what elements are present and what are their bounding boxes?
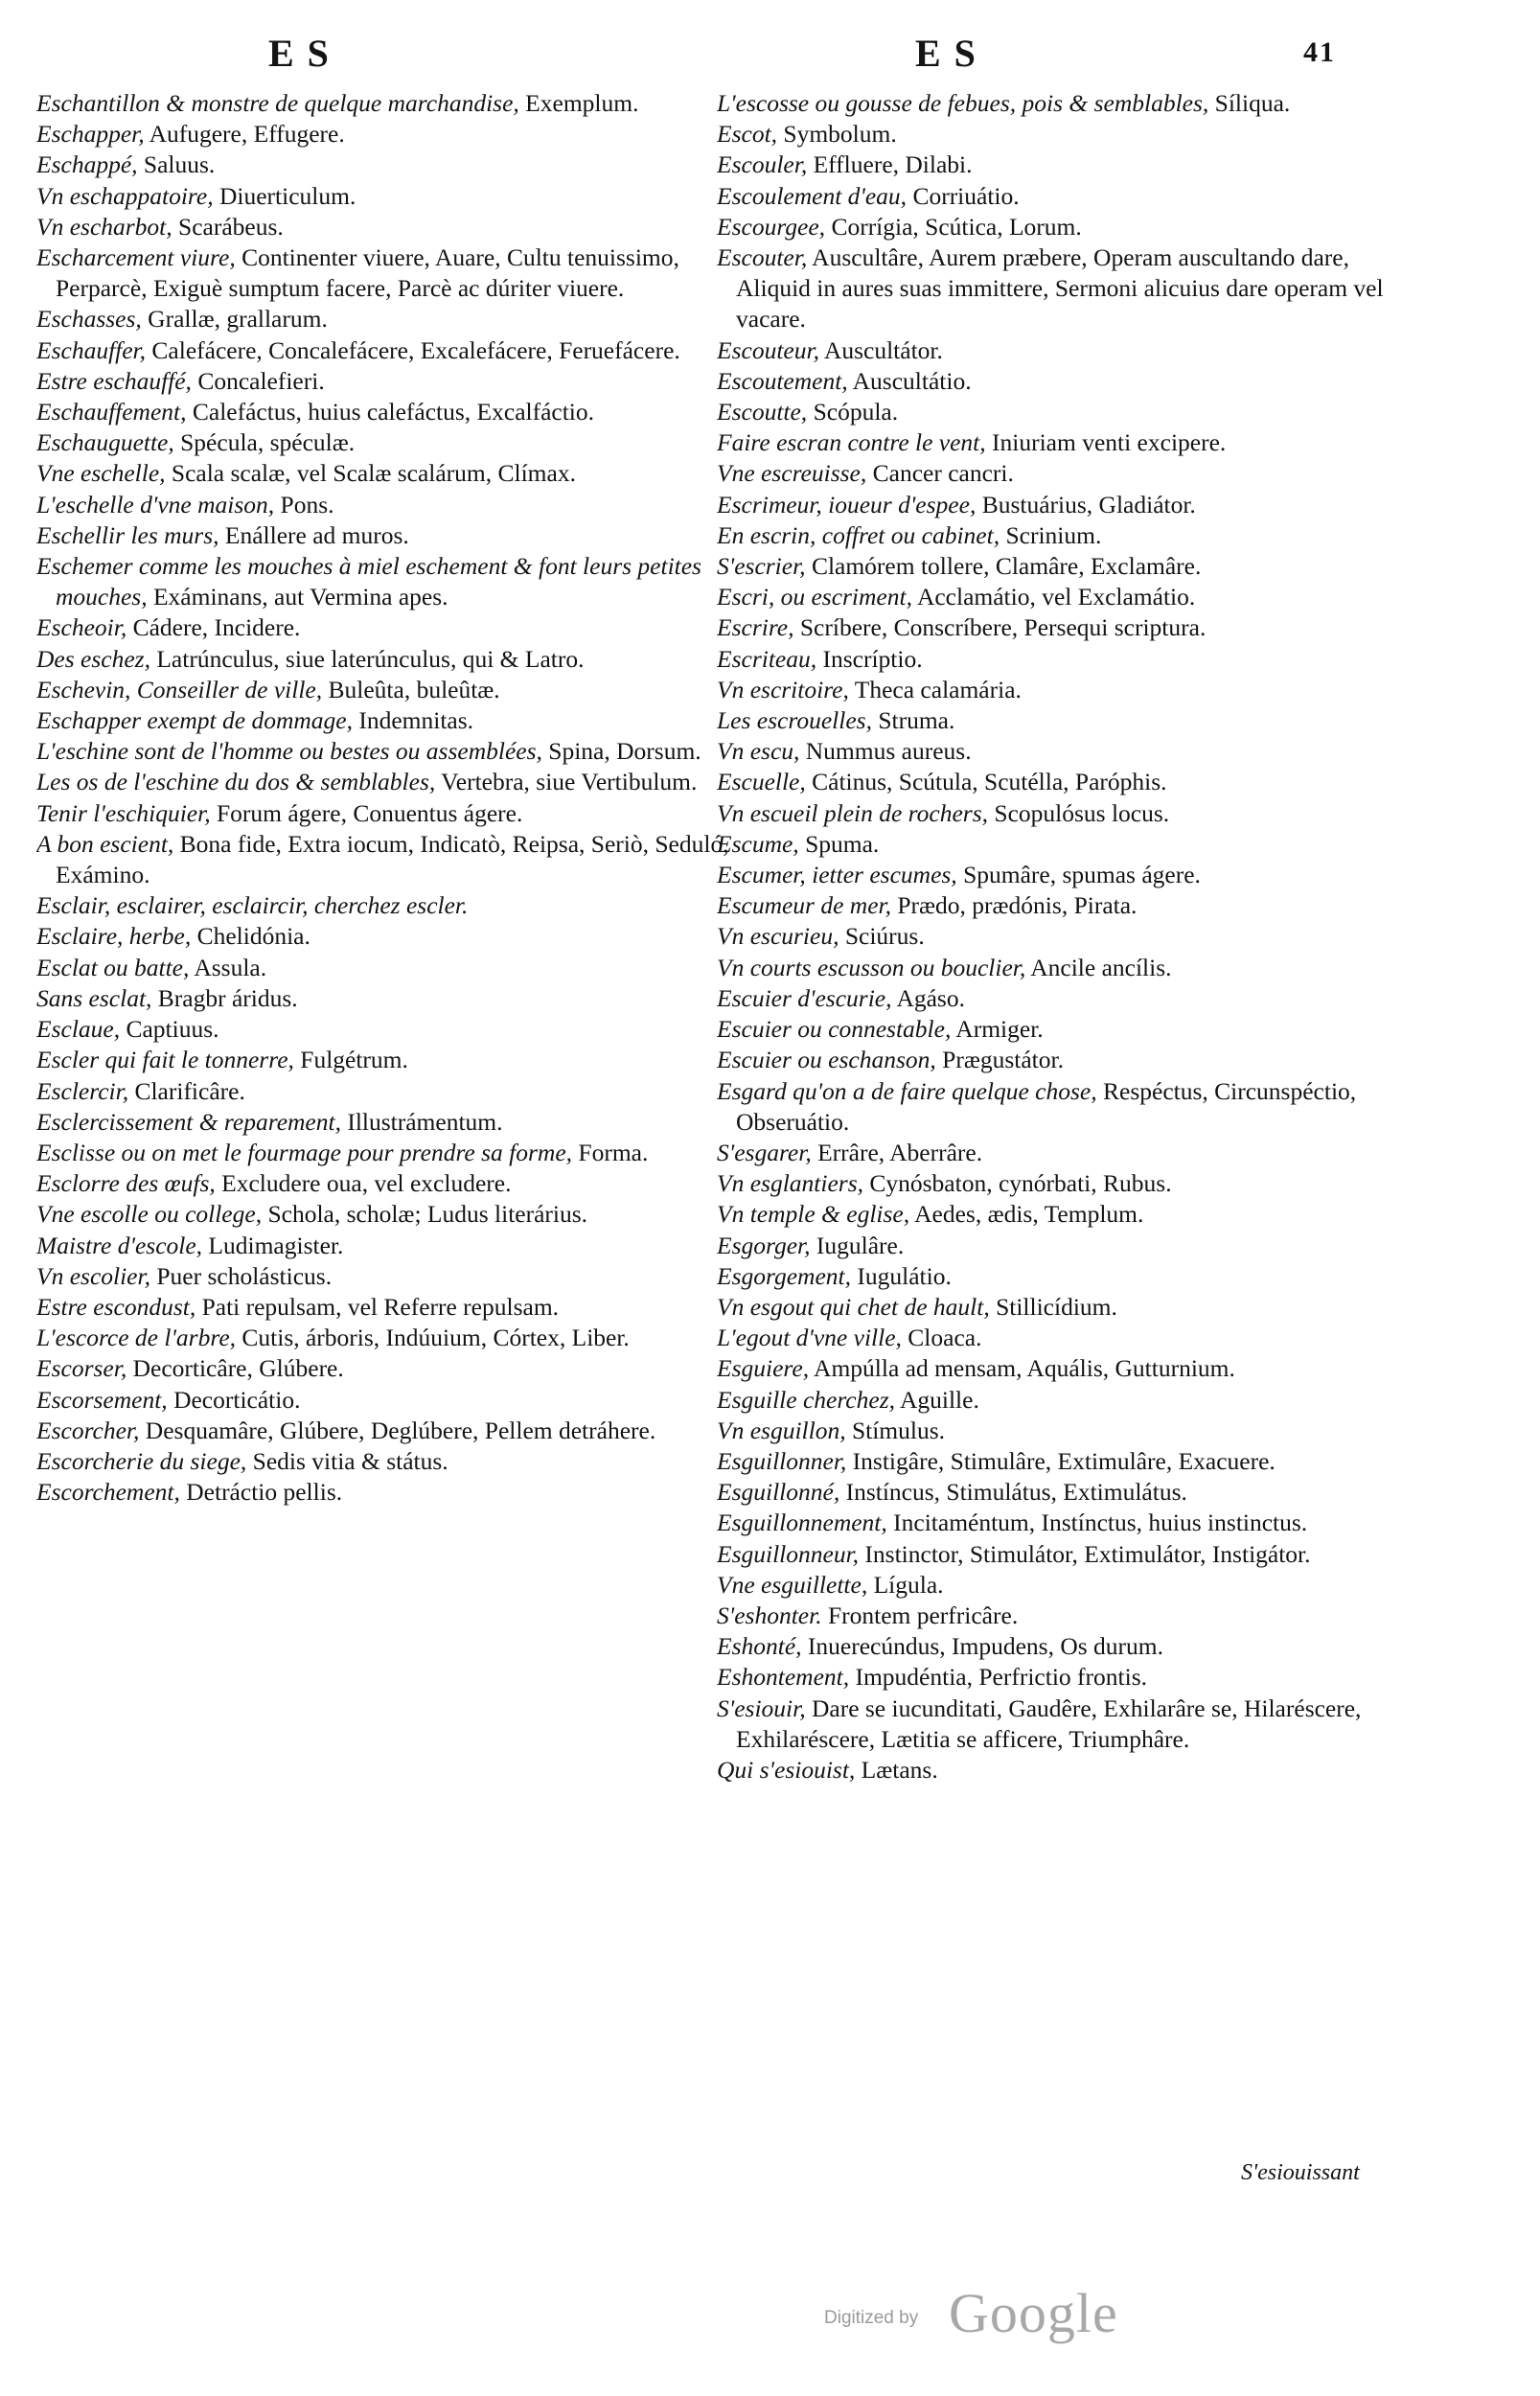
entry-translation: Illustrámentum.: [347, 1107, 503, 1136]
dictionary-entry: [717, 1199, 1409, 1230]
entry-headword: L'escorce de l'arbre,: [36, 1324, 237, 1352]
entry-headword: Esclercissement & reparement,: [36, 1107, 341, 1136]
entry-translation: Síliqua.: [1214, 89, 1291, 117]
entry-translation: Spumâre, spumas ágere.: [963, 861, 1201, 889]
entry-headword: Eschauguette,: [36, 428, 174, 457]
running-head: [0, 27, 1540, 84]
entry-translation: Forum ágere, Conuentus ágere.: [216, 798, 523, 827]
dictionary-entry: [36, 119, 734, 150]
entry-translation: Exemplum.: [525, 89, 639, 117]
entry-translation: Scala scalæ, vel Scalæ scalárum, Clímax.: [171, 459, 576, 488]
dictionary-entry: [36, 612, 734, 643]
entry-translation: Instigâre, Stimulâre, Extimulâre, Exacuere.: [852, 1446, 1276, 1475]
entry-translation: Auscultátor.: [823, 335, 943, 364]
entry-translation: Cloaca.: [908, 1324, 982, 1352]
dictionary-entry: [717, 1231, 1409, 1261]
entry-headword: Vne escolle ou college,: [36, 1200, 263, 1229]
entry-headword: Vn escurieu,: [717, 922, 839, 951]
entry-headword: Eschappé,: [36, 150, 138, 179]
running-head-center: E S: [915, 32, 977, 75]
dictionary-entry: [36, 1168, 734, 1199]
entry-headword: Vn escueil plein de rochers,: [717, 798, 989, 827]
entry-translation: Fulgétrum.: [300, 1046, 408, 1074]
entry-headword: Eschauffement,: [36, 398, 187, 426]
dictionary-entry: [36, 767, 734, 797]
entry-translation: Enállere ad muros.: [224, 520, 409, 549]
dictionary-entry: [717, 953, 1409, 983]
catchword: S'esiouissant: [1241, 2160, 1360, 2185]
entry-translation: Chelidónia.: [196, 922, 310, 951]
entry-translation: Diuerticulum.: [218, 181, 356, 210]
digitized-footer: [824, 2281, 1169, 2348]
entry-headword: Tenir l'eschiquier,: [36, 798, 211, 827]
entry-translation: Decorticâre, Glúbere.: [132, 1354, 344, 1383]
entry-headword: Escorsement,: [36, 1385, 168, 1414]
dictionary-entry: [36, 736, 734, 767]
entry-headword: Escri, ou escriment,: [717, 583, 912, 611]
dictionary-entry: [717, 767, 1409, 797]
entry-headword: Escorser,: [36, 1354, 127, 1383]
entry-headword: Sans esclat,: [36, 983, 152, 1012]
entry-translation: Dare se iucunditati, Gaudêre, Exhilarâre se, Hilaréscere, Exhilaréscere, Lætitia se afficere, Triumphâre.: [736, 1693, 1362, 1753]
entry-headword: Escouter,: [717, 243, 808, 272]
entry-headword: Escoulement d'eau,: [717, 181, 908, 210]
dictionary-entry: [36, 1076, 734, 1107]
running-head-left: E S: [268, 32, 331, 75]
dictionary-entry: [36, 921, 734, 952]
dictionary-entry: [717, 427, 1409, 458]
dictionary-entry: [717, 150, 1409, 180]
dictionary-entry: [717, 829, 1409, 860]
entry-headword: S'escrier,: [717, 552, 806, 581]
dictionary-entry: [717, 675, 1409, 705]
dictionary-entry: [36, 1477, 734, 1508]
entry-translation: Iugulátio.: [857, 1261, 952, 1290]
entry-translation: Decorticátio.: [173, 1385, 301, 1414]
dictionary-entry: [36, 1385, 734, 1416]
entry-translation: Corriuátio.: [912, 181, 1020, 210]
google-logo: Google: [949, 2282, 1118, 2344]
entry-headword: Escoutte,: [717, 398, 808, 426]
entry-headword: Esguillonnement,: [717, 1509, 887, 1537]
dictionary-entry: [717, 1662, 1409, 1693]
dictionary-entry: [717, 1693, 1409, 1755]
entry-translation: Stímulus.: [851, 1416, 946, 1444]
entry-headword: Esclair, esclairer, esclaircir, cherchez escler.: [36, 891, 469, 920]
entry-headword: Eschauffer,: [36, 335, 147, 364]
entry-translation: Cátinus, Scútula, Scutélla, Paróphis.: [812, 768, 1167, 796]
dictionary-entry: [717, 397, 1409, 427]
dictionary-entry: [717, 983, 1409, 1014]
dictionary-entry: [717, 1570, 1409, 1601]
dictionary-entry: [36, 397, 734, 427]
entry-headword: Eschevin, Conseiller de ville,: [36, 675, 323, 703]
entry-translation: Excludere oua, vel excludere.: [221, 1169, 512, 1198]
entry-headword: Escouler,: [717, 150, 808, 179]
entry-translation: Ampúlla ad mensam, Aquális, Gutturnium.: [814, 1354, 1235, 1383]
entry-headword: Estre escondust,: [36, 1292, 196, 1321]
dictionary-entry: [36, 644, 734, 675]
entry-headword: Eschantillon & monstre de quelque marchandise,: [36, 89, 519, 117]
dictionary-entry: [717, 1508, 1409, 1538]
dictionary-entry: [36, 551, 734, 612]
entry-translation: Scopulósus locus.: [994, 798, 1170, 827]
entry-headword: Esguillonné,: [717, 1478, 840, 1507]
dictionary-entry: [36, 1045, 734, 1075]
entry-headword: Vn esguillon,: [717, 1416, 846, 1444]
dictionary-entry: [717, 212, 1409, 242]
entry-translation: Respéctus, Circunspéctio, Obseruátio.: [736, 1076, 1357, 1136]
dictionary-entry: [717, 582, 1409, 612]
entry-translation: Concalefieri.: [197, 366, 325, 395]
dictionary-entry: [36, 705, 734, 736]
entry-translation: Aguille.: [899, 1385, 979, 1414]
entry-translation: Sedis vitia & státus.: [252, 1446, 448, 1475]
entry-headword: S'esgarer,: [717, 1138, 812, 1166]
entry-headword: Escoutement,: [717, 366, 848, 395]
entry-translation: Incitaméntum, Instínctus, huius instinctus.: [893, 1509, 1308, 1537]
entry-translation: Spuma.: [805, 829, 880, 858]
dictionary-entry: [717, 520, 1409, 551]
page-number: 41: [1303, 36, 1336, 68]
entry-headword: Escot,: [717, 120, 778, 149]
entry-headword: Eschemer comme les mouches à miel eschement & font leurs petites mouches,: [36, 552, 701, 611]
dictionary-entry: [36, 953, 734, 983]
entry-translation: Cynósbaton, cynórbati, Rubus.: [869, 1169, 1172, 1198]
dictionary-entry: [717, 181, 1409, 212]
entry-translation: Saluus.: [143, 150, 216, 179]
dictionary-entry: [36, 427, 734, 458]
dictionary-entry: [36, 798, 734, 829]
entry-translation: Cancer cancri.: [872, 459, 1014, 488]
dictionary-entry: [36, 1231, 734, 1261]
entry-translation: Vertebra, siue Vertibulum.: [441, 768, 698, 796]
entry-translation: Effluere, Dilabi.: [813, 150, 973, 179]
entry-translation: Impudéntia, Perfrictio frontis.: [855, 1663, 1147, 1692]
entry-headword: S'eshonter.: [717, 1601, 822, 1629]
entry-translation: Cutis, árboris, Indúuium, Córtex, Liber.: [241, 1324, 630, 1352]
right-column: [717, 88, 1409, 1785]
entry-translation: Corrígia, Scútica, Lorum.: [831, 212, 1082, 241]
dictionary-entry: [717, 1477, 1409, 1508]
entry-translation: Sciúrus.: [844, 922, 925, 951]
entry-headword: Vne escreuisse,: [717, 459, 867, 488]
entry-translation: Theca calamária.: [854, 675, 1022, 703]
entry-headword: Les escrouelles,: [717, 706, 872, 735]
dictionary-entry: [717, 1755, 1409, 1785]
entry-headword: A bon escient,: [36, 829, 174, 858]
entry-translation: Spécula, spéculæ.: [180, 428, 356, 457]
entry-headword: Vne eschelle,: [36, 459, 166, 488]
entry-headword: Escorcherie du siege,: [36, 1446, 247, 1475]
entry-translation: Acclamátio, vel Exclamátio.: [916, 583, 1196, 611]
dictionary-entry: [717, 490, 1409, 520]
entry-translation: Prædo, prædónis, Pirata.: [897, 891, 1138, 920]
dictionary-entry: [717, 1323, 1409, 1353]
dictionary-entry: [717, 1385, 1409, 1416]
dictionary-entry: [36, 1138, 734, 1168]
dictionary-entry: [717, 921, 1409, 952]
dictionary-entry: [717, 1601, 1409, 1631]
entry-headword: Vn esgout qui chet de hault,: [717, 1292, 990, 1321]
dictionary-entry: [717, 1539, 1409, 1570]
entry-translation: Symbolum.: [783, 120, 897, 149]
entry-translation: Prægustátor.: [942, 1046, 1064, 1074]
entry-translation: Continenter viuere, Auare, Cultu tenuissimo, Perparcè, Exiguè sumptum facere, Parcè ac dúriter viuere.: [56, 243, 679, 303]
entry-headword: Escharcement viure,: [36, 243, 236, 272]
dictionary-entry: [717, 1014, 1409, 1045]
entry-headword: Vne esguillette,: [717, 1570, 868, 1599]
entry-headword: Escouteur,: [717, 335, 819, 364]
entry-headword: Esclaire, herbe,: [36, 922, 192, 951]
dictionary-entry: [36, 983, 734, 1014]
entry-translation: Indemnitas.: [358, 706, 474, 735]
entry-headword: Esclat ou batte,: [36, 953, 190, 981]
entry-headword: Eschapper exempt de dommage,: [36, 706, 353, 735]
dictionary-entry: [36, 1261, 734, 1292]
entry-translation: Cádere, Incidere.: [132, 613, 301, 642]
dictionary-entry: [717, 242, 1409, 335]
entry-headword: L'escosse ou gousse de febues, pois & semblables,: [717, 89, 1209, 117]
dictionary-entry: [36, 1353, 734, 1384]
entry-translation: Armiger.: [955, 1015, 1044, 1044]
entry-headword: Escuelle,: [717, 768, 806, 796]
dictionary-entry: [36, 366, 734, 397]
dictionary-entry: [717, 88, 1409, 119]
dictionary-entry: [36, 1323, 734, 1353]
entry-headword: S'esiouir,: [717, 1693, 806, 1722]
entry-headword: Eshonté,: [717, 1632, 802, 1661]
entry-translation: Clarificâre.: [134, 1076, 245, 1105]
entry-translation: Assula.: [194, 953, 267, 981]
entry-translation: Nummus aureus.: [805, 737, 972, 766]
entry-headword: Qui s'esiouist,: [717, 1755, 856, 1784]
dictionary-entry: [36, 242, 734, 304]
dictionary-entry: [36, 1199, 734, 1230]
entry-translation: Pons.: [280, 490, 334, 518]
entry-headword: Eschellir les murs,: [36, 520, 219, 549]
dictionary-entry: [717, 1292, 1409, 1323]
dictionary-entry: [717, 458, 1409, 489]
entry-translation: Exáminans, aut Vermina apes.: [152, 583, 448, 611]
dictionary-entry: [717, 1138, 1409, 1168]
dictionary-entry: [36, 520, 734, 551]
dictionary-entry: [717, 1631, 1409, 1662]
entry-translation: Bustuárius, Gladiátor.: [981, 490, 1196, 518]
dictionary-entry: [717, 1045, 1409, 1075]
entry-translation: Lætans.: [861, 1755, 938, 1784]
entry-translation: Desquamâre, Glúbere, Deglúbere, Pellem detráhere.: [145, 1416, 656, 1444]
entry-translation: Pati repulsam, vel Referre repulsam.: [201, 1292, 560, 1321]
entry-translation: Iniuriam venti excipere.: [992, 428, 1227, 457]
entry-translation: Ancile ancílis.: [1030, 953, 1172, 981]
dictionary-entry: [717, 798, 1409, 829]
entry-headword: En escrin, coffret ou cabinet,: [717, 520, 1000, 549]
dictionary-entry: [717, 736, 1409, 767]
entry-headword: Escuier d'escurie,: [717, 983, 892, 1012]
dictionary-entry: [36, 212, 734, 242]
entry-translation: Auscultátio.: [852, 366, 972, 395]
dictionary-entry: [717, 1076, 1409, 1138]
dictionary-entry: [717, 860, 1409, 890]
entry-headword: L'eschine sont de l'homme ou bestes ou assemblées,: [36, 737, 542, 766]
entry-headword: Escrire,: [717, 613, 794, 642]
entry-headword: Eschapper,: [36, 120, 145, 149]
entry-translation: Captiuus.: [126, 1015, 219, 1044]
dictionary-entry: [717, 612, 1409, 643]
entry-translation: Grallæ, grallarum.: [148, 305, 328, 334]
entry-translation: Bragbr áridus.: [157, 983, 298, 1012]
entry-translation: Struma.: [878, 706, 955, 735]
entry-headword: Vn escritoire,: [717, 675, 849, 703]
dictionary-entry: [717, 705, 1409, 736]
dictionary-entry: [717, 551, 1409, 582]
entry-headword: Escrimeur, ioueur d'espee,: [717, 490, 977, 518]
entry-translation: Buleûta, buleûtæ.: [328, 675, 500, 703]
entry-translation: Clamórem tollere, Clamâre, Exclamâre.: [811, 552, 1202, 581]
entry-translation: Lígula.: [873, 1570, 944, 1599]
entry-headword: Escler qui fait le tonnerre,: [36, 1046, 294, 1074]
entry-headword: Esgorger,: [717, 1231, 811, 1259]
entry-headword: Escumer, ietter escumes,: [717, 861, 957, 889]
entry-translation: Frontem perfricâre.: [827, 1601, 1019, 1629]
entry-translation: Iugulâre.: [816, 1231, 905, 1259]
entry-headword: Esguillonneur,: [717, 1539, 860, 1568]
entry-translation: Detráctio pellis.: [186, 1478, 343, 1507]
dictionary-entry: [36, 829, 734, 890]
entry-headword: Eschasses,: [36, 305, 142, 334]
dictionary-entry: [36, 88, 734, 119]
dictionary-entry: [717, 1446, 1409, 1477]
entry-translation: Forma.: [578, 1138, 649, 1166]
entry-translation: Errâre, Aberrâre.: [817, 1138, 983, 1166]
dictionary-entry: [36, 490, 734, 520]
dictionary-entry: [36, 150, 734, 180]
entry-headword: Esclaue,: [36, 1015, 121, 1044]
entry-translation: Scarábeus.: [178, 212, 284, 241]
entry-headword: Escume,: [717, 829, 799, 858]
dictionary-entry: [36, 890, 734, 921]
dictionary-entry: [36, 458, 734, 489]
dictionary-entry: [36, 1292, 734, 1323]
entry-translation: Latrúnculus, siue laterúnculus, qui & Latro.: [156, 644, 585, 673]
entry-translation: Inuerecúndus, Impudens, Os durum.: [807, 1632, 1164, 1661]
entry-headword: Vn temple & eglise,: [717, 1200, 910, 1229]
entry-translation: Puer scholásticus.: [156, 1261, 333, 1290]
dictionary-entry: [717, 335, 1409, 366]
entry-translation: Calefácere, Concalefácere, Excalefácere, Feruefácere.: [151, 335, 680, 364]
entry-headword: Esclorre des œufs,: [36, 1169, 216, 1198]
entry-translation: Aufugere, Effugere.: [149, 120, 345, 149]
entry-translation: Instíncus, Stimulátus, Extimulátus.: [845, 1478, 1187, 1507]
entry-headword: Esclercir,: [36, 1076, 129, 1105]
entry-translation: Instinctor, Stimulátor, Extimulátor, Instigátor.: [864, 1539, 1311, 1568]
dictionary-entry: [36, 1107, 734, 1138]
entry-headword: Vn eschappatoire,: [36, 181, 214, 210]
entry-headword: Escumeur de mer,: [717, 891, 891, 920]
entry-translation: Spina, Dorsum.: [548, 737, 701, 766]
dictionary-entry: [36, 1014, 734, 1045]
entry-headword: Les os de l'eschine du dos & semblables,: [36, 768, 436, 796]
entry-headword: L'egout d'vne ville,: [717, 1324, 902, 1352]
entry-headword: Escuier ou connestable,: [717, 1015, 952, 1044]
entry-translation: Inscríptio.: [822, 644, 923, 673]
entry-headword: Escorchement,: [36, 1478, 180, 1507]
entry-headword: Vn escolier,: [36, 1261, 150, 1290]
entry-headword: Escourgee,: [717, 212, 826, 241]
entry-translation: Scrinium.: [1005, 520, 1102, 549]
dictionary-entry: [36, 1416, 734, 1446]
digitized-by-label: Digitized by: [824, 2308, 919, 2328]
entry-headword: Escuier ou eschanson,: [717, 1046, 936, 1074]
left-column: [36, 88, 734, 1508]
dictionary-entry: [717, 1168, 1409, 1199]
dictionary-entry: [717, 644, 1409, 675]
entry-headword: Faire escran contre le vent,: [717, 428, 986, 457]
entry-headword: Esgorgement,: [717, 1261, 851, 1290]
dictionary-entry: [717, 1416, 1409, 1446]
entry-headword: Vn escu,: [717, 737, 800, 766]
entry-headword: Escheoir,: [36, 613, 127, 642]
entry-translation: Bona fide, Extra iocum, Indicatò, Reipsa, Seriò, Seduló, Exámino.: [56, 829, 729, 889]
entry-translation: Scópula.: [813, 398, 899, 426]
entry-headword: Vn esglantiers,: [717, 1169, 863, 1198]
entry-headword: Maistre d'escole,: [36, 1231, 203, 1259]
entry-translation: Calefáctus, huius calefáctus, Excalfáctio.: [192, 398, 595, 426]
dictionary-entry: [717, 119, 1409, 150]
entry-translation: Aedes, ædis, Templum.: [914, 1200, 1144, 1229]
dictionary-entry: [717, 366, 1409, 397]
entry-headword: Escorcher,: [36, 1416, 140, 1444]
entry-translation: Scríbere, Conscríbere, Persequi scriptura.: [799, 613, 1207, 642]
dictionary-entry: [36, 181, 734, 212]
entry-translation: Schola, scholæ; Ludus literárius.: [267, 1200, 588, 1229]
entry-headword: Esguille cherchez,: [717, 1385, 895, 1414]
dictionary-entry: [717, 1261, 1409, 1292]
entry-headword: Escriteau,: [717, 644, 817, 673]
entry-headword: Esclisse ou on met le fourmage pour prendre sa forme,: [36, 1138, 573, 1166]
entry-headword: Esguillonner,: [717, 1446, 847, 1475]
entry-translation: Ludimagister.: [208, 1231, 344, 1259]
entry-translation: Agáso.: [896, 983, 965, 1012]
entry-headword: Des eschez,: [36, 644, 150, 673]
entry-translation: Stillicídium.: [996, 1292, 1117, 1321]
entry-headword: Eshontement,: [717, 1663, 850, 1692]
entry-headword: Esgard qu'on a de faire quelque chose,: [717, 1076, 1097, 1105]
dictionary-entry: [36, 335, 734, 366]
dictionary-entry: [717, 890, 1409, 921]
entry-headword: Vn escharbot,: [36, 212, 172, 241]
entry-headword: L'eschelle d'vne maison,: [36, 490, 275, 518]
entry-headword: Estre eschauffé,: [36, 366, 192, 395]
dictionary-entry: [717, 1353, 1409, 1384]
dictionary-entry: [36, 304, 734, 334]
entry-headword: Vn courts escusson ou bouclier,: [717, 953, 1026, 981]
dictionary-entry: [36, 675, 734, 705]
entry-translation: Auscultâre, Aurem præbere, Operam auscultando dare, Aliquid in aures suas immittere, Sermoni alicuius dare operam vel vacare.: [736, 243, 1384, 334]
entry-headword: Esguiere,: [717, 1354, 810, 1383]
dictionary-entry: [36, 1446, 734, 1477]
